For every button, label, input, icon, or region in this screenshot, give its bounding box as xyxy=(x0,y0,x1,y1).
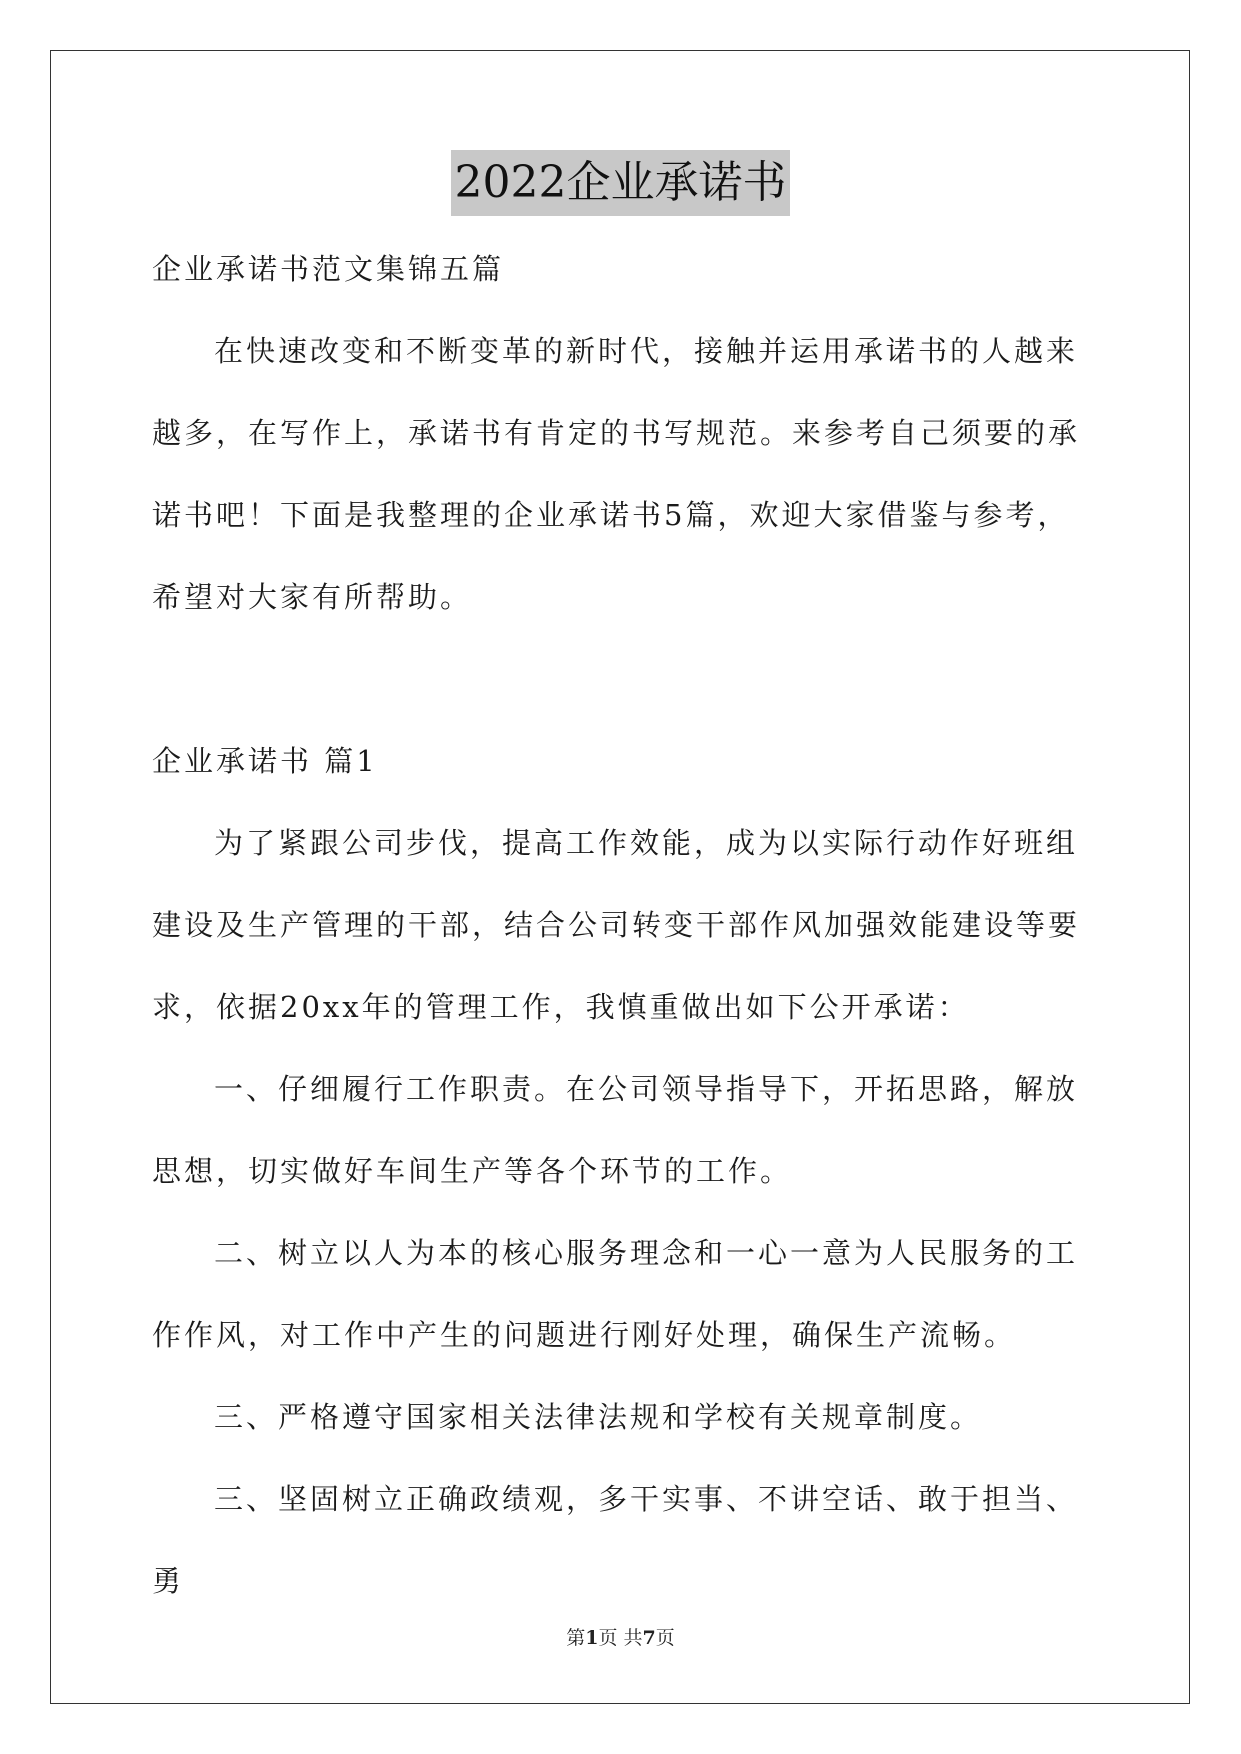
document-subtitle: 企业承诺书范文集锦五篇 xyxy=(152,252,505,286)
page-number: 1 xyxy=(585,1627,599,1649)
page-prefix: 第 xyxy=(566,1627,586,1649)
body-paragraph: 三、严格遵守国家相关法律法规和学校有关规章制度。 xyxy=(214,1400,983,1434)
page-footer xyxy=(0,1623,1241,1650)
body-paragraph: 为了紧跟公司步伐，提高工作效能，成为以实际行动作好班组建设及生产管理的干部，结合公司转变干部作风加强效能建设等要求，依据20xx年的管理工作，我慎重做出如下公开承诺： xyxy=(152,826,1081,1024)
body-paragraph: 三、坚固树立正确政绩观，多干实事、不讲空话、敢于担当、勇 xyxy=(152,1482,1079,1598)
body-paragraph: 二、树立以人为本的核心服务理念和一心一意为人民服务的工作作风，对工作中产生的问题进行刚好处理，确保生产流畅。 xyxy=(152,1236,1079,1352)
document-title: 2022企业承诺书 xyxy=(451,150,791,216)
page-total: 7 xyxy=(642,1627,656,1649)
page-mid: 页 共 xyxy=(598,1627,643,1649)
section-spacer xyxy=(152,638,1092,720)
body-paragraph: 一、仔细履行工作职责。在公司领导指导下，开拓思路，解放思想，切实做好车间生产等各个环节的工作。 xyxy=(152,1072,1079,1188)
document-body xyxy=(152,228,1092,1622)
title-container xyxy=(0,150,1241,216)
page-suffix: 页 xyxy=(655,1627,675,1649)
section-heading: 企业承诺书 篇1 xyxy=(152,744,378,778)
intro-paragraph: 在快速改变和不断变革的新时代，接触并运用承诺书的人越来越多，在写作上，承诺书有肯定的书写规范。来参考自己须要的承诺书吧！下面是我整理的企业承诺书5篇，欢迎大家借鉴与参考，希望对大家有所帮助。 xyxy=(152,334,1081,614)
